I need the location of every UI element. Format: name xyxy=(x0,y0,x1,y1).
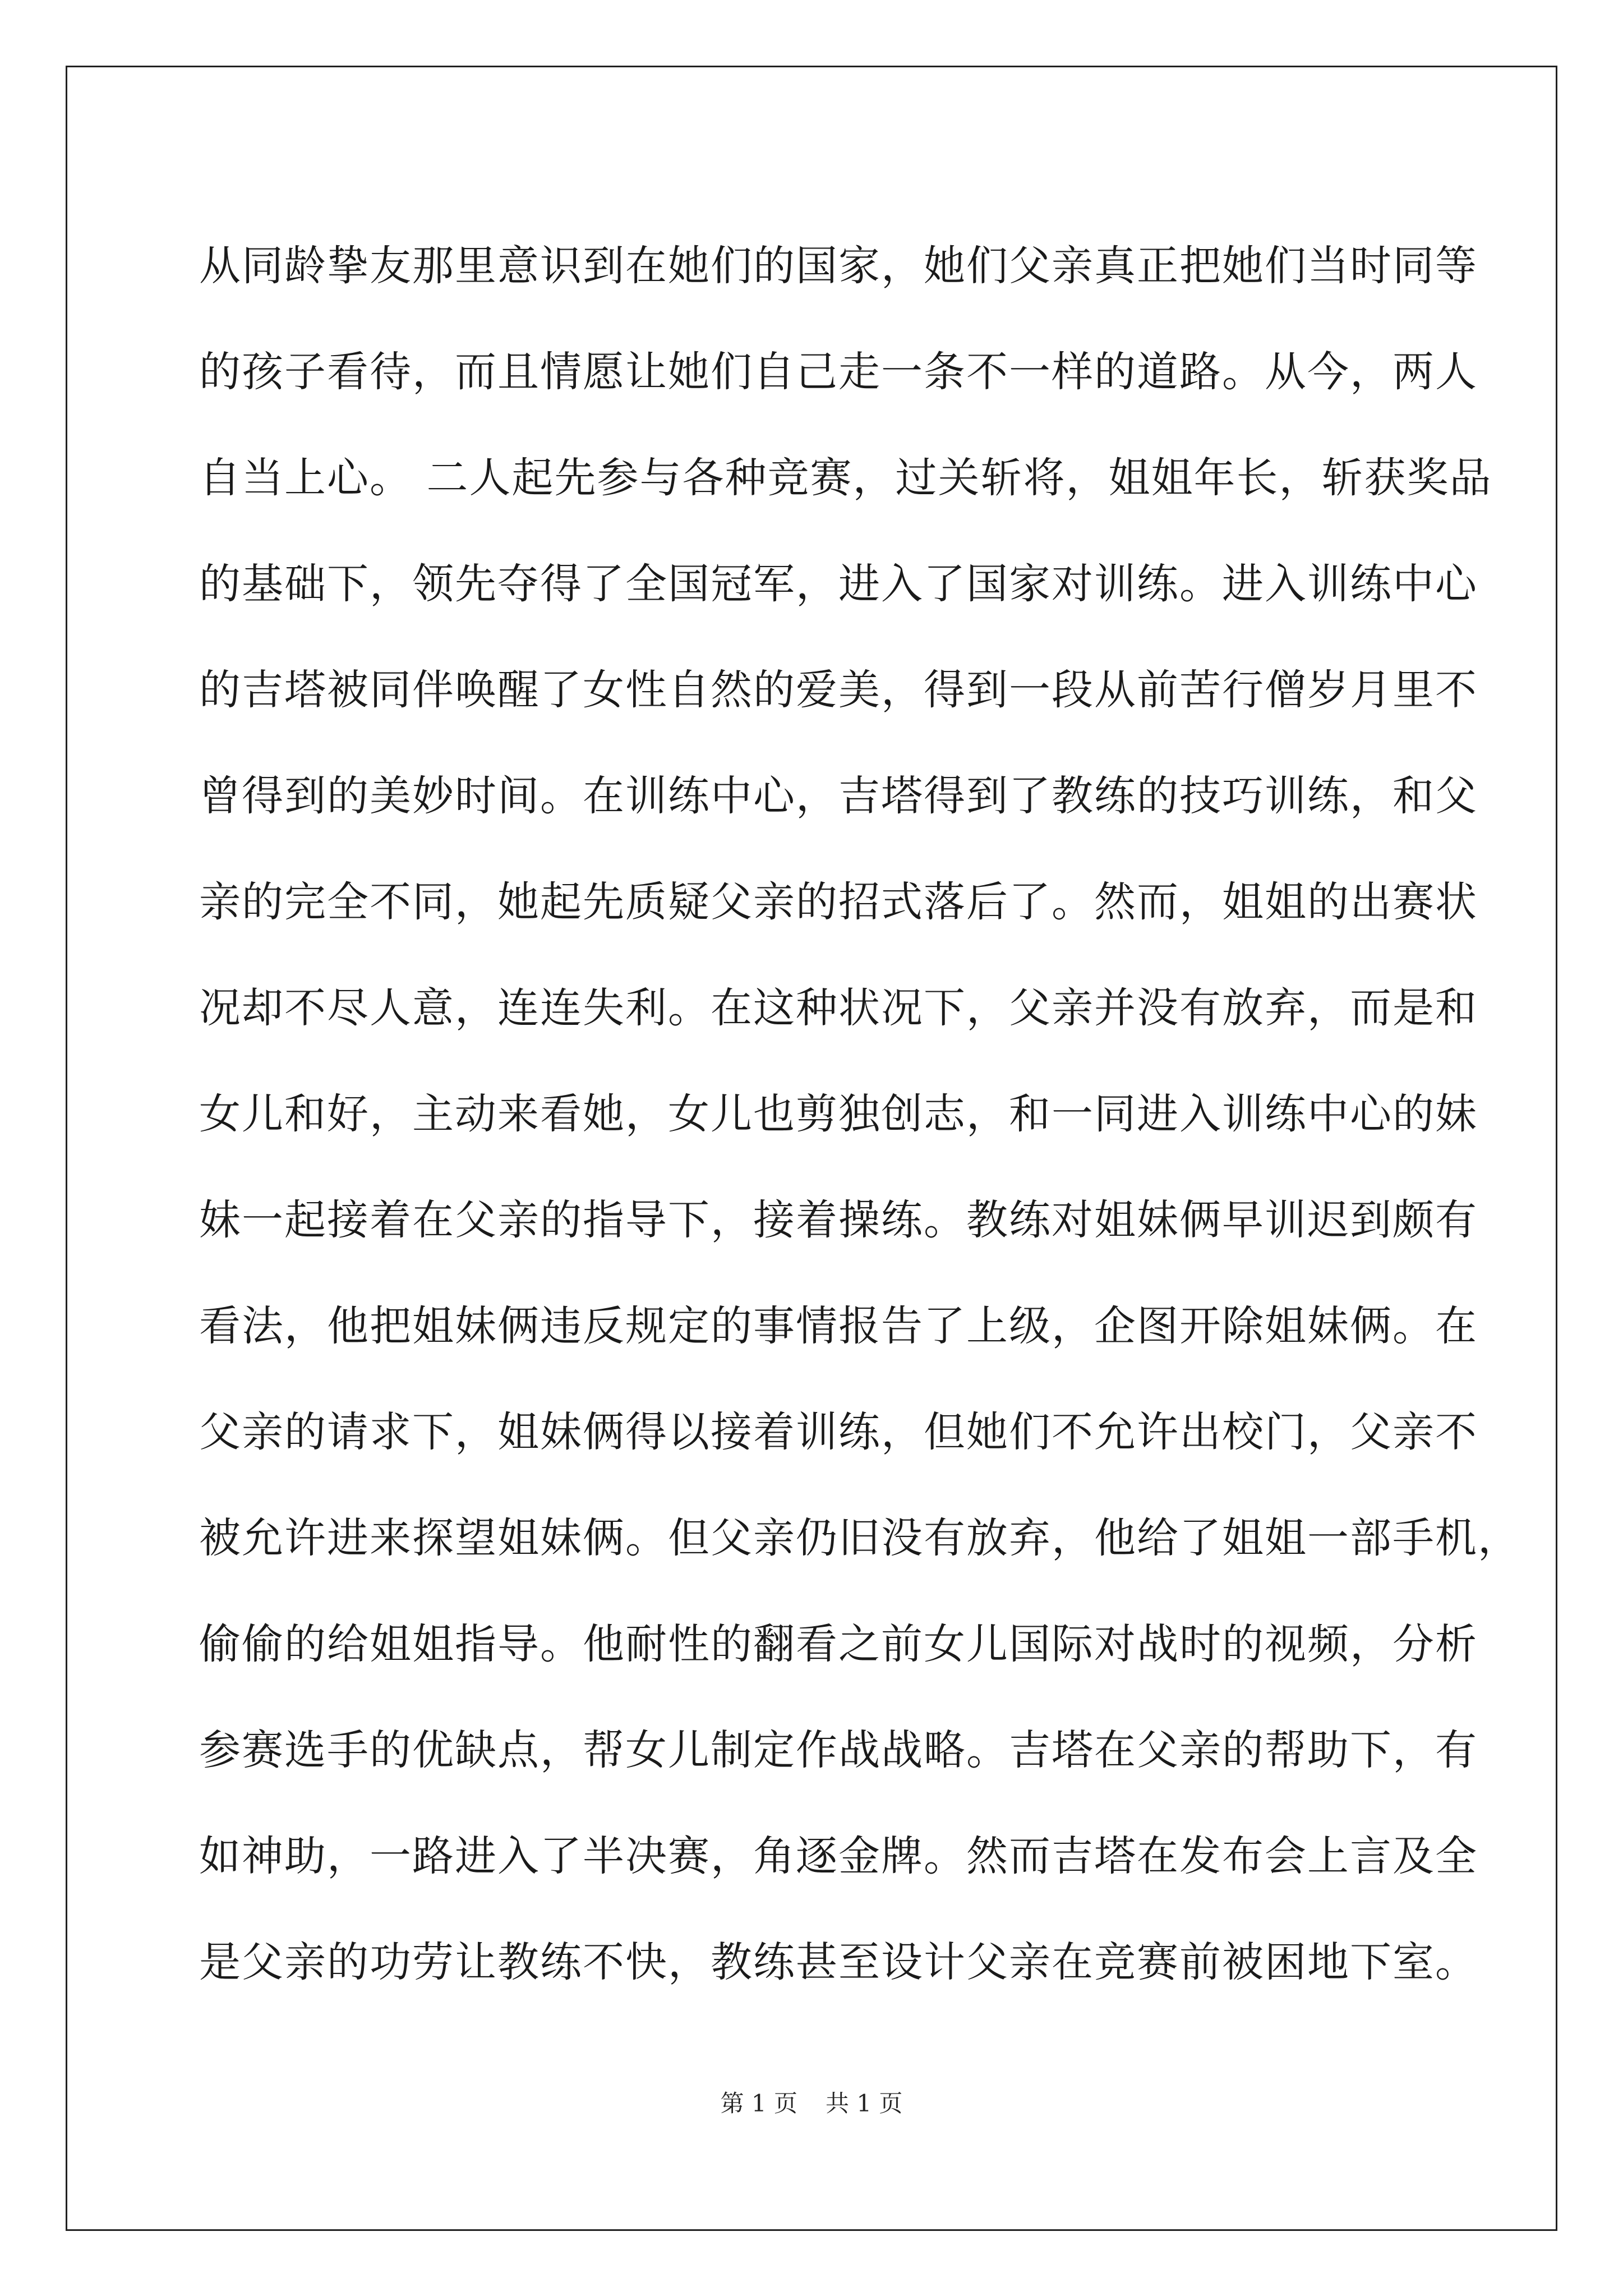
page-footer xyxy=(0,2087,1623,2120)
text-line: 曾得到的美妙时间。在训练中心，吉塔得到了教练的技巧训练，和父 xyxy=(199,772,1478,820)
text-line: 从同龄挚友那里意识到在她们的国家，她们父亲真正把她们当时同等 xyxy=(199,242,1478,290)
text-line: 是父亲的功劳让教练不快，教练甚至设计父亲在竞赛前被困地下室。 xyxy=(199,1938,1478,1986)
page-number: 第 1 页 xyxy=(720,2090,797,2117)
text-line: 妹一起接着在父亲的指导下，接着操练。教练对姐妹俩早训迟到颇有 xyxy=(199,1196,1478,1244)
text-line: 亲的完全不同，她起先质疑父亲的招式落后了。然而，姐姐的出赛状 xyxy=(199,878,1478,926)
text-line: 看法，他把姐妹俩违反规定的事情报告了上级，企图开除姐妹俩。在 xyxy=(199,1302,1478,1350)
text-line: 父亲的请求下，姐妹俩得以接着训练，但她们不允许出校门，父亲不 xyxy=(199,1408,1478,1456)
document-body xyxy=(199,213,1520,2016)
text-line: 偷偷的给姐姐指导。他耐性的翻看之前女儿国际对战时的视频，分析 xyxy=(199,1620,1478,1668)
text-line: 女儿和好，主动来看她，女儿也剪独创志，和一同进入训练中心的妹 xyxy=(199,1090,1478,1138)
text-line: 被允许进来探望姐妹俩。但父亲仍旧没有放弃，他给了姐姐一部手机， xyxy=(199,1514,1520,1562)
text-line: 如神助，一路进入了半决赛，角逐金牌。然而吉塔在发布会上言及全 xyxy=(199,1832,1478,1880)
text-line: 的孩子看待，而且情愿让她们自己走一条不一样的道路。从今，两人 xyxy=(199,348,1478,396)
text-line: 自当上心。 二人起先参与各种竞赛，过关斩将，姐姐年长，斩获奖品 xyxy=(199,454,1492,502)
page-total: 共 1 页 xyxy=(826,2090,903,2117)
text-line: 的吉塔被同伴唤醒了女性自然的爱美，得到一段从前苦行僧岁月里不 xyxy=(199,666,1478,714)
text-line: 况却不尽人意，连连失利。在这种状况下，父亲并没有放弃，而是和 xyxy=(199,984,1478,1032)
text-line: 参赛选手的优缺点，帮女儿制定作战战略。吉塔在父亲的帮助下，有 xyxy=(199,1726,1478,1774)
text-line: 的基础下，领先夺得了全国冠军，进入了国家对训练。进入训练中心 xyxy=(199,560,1478,608)
